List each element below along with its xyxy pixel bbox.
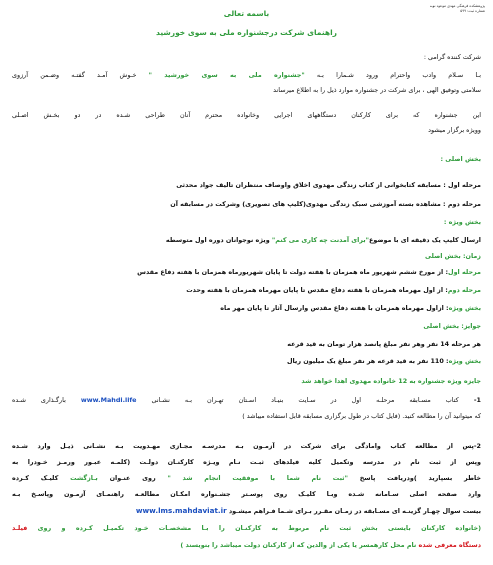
- special-section-heading: بخش ویژه :: [443, 218, 481, 226]
- stage-label: مرحله اول: [448, 268, 481, 276]
- family-note: نام محل کارهمسر یا یکی از والدین که از کارکنان دولت میباشد را بنویسند ): [180, 541, 419, 549]
- step-number: 1-: [458, 396, 481, 404]
- stage-text: : از اول مهرماه همزمان با هفته دفاع مقدس تا پایان مهرماه همزمان با هفته وحدت: [186, 286, 448, 294]
- mahdi-life-link[interactable]: www.Mahdi.life: [80, 396, 137, 404]
- stage-text: : مسابقه کتابخوانی از کتاب زندگی مهدوی اخلاق واوصاف منتظران تالیف جواد محدثی: [176, 181, 449, 189]
- step-2-line-7: [12, 541, 481, 550]
- stage-label: مرحله اول: [448, 181, 481, 189]
- intro-paragraph-2: این جشنواره که برای کارکنان دستگاههای اجرایی وخانواده محترم آنان طراحی شـده در دو بخـش اصـلی: [12, 111, 481, 119]
- clip-topic-highlight: "برای آمدنت چه کاری می کنم": [271, 236, 369, 244]
- step-1-line-1: [12, 396, 481, 405]
- bismillah-heading: باسمه تعالی: [223, 9, 270, 18]
- lms-mahdaviat-link[interactable]: www.lms.mahdaviat.ir: [135, 506, 227, 515]
- main-stage-2: [12, 200, 481, 209]
- schedule-stage-1: [12, 268, 481, 277]
- intro-paragraph-1-line2: سلامتی وتوفیق الهی ، برای شرکت در جشنواره موارد ذیل را به اطلاع میرساند: [273, 86, 481, 94]
- prizes-note: جایزه ویژه جشنواره به 12 خانواده مهدوی اهدا خواهد شد: [301, 377, 481, 385]
- step-text: خاطر بسپارید )ودریافت پاسخ: [347, 474, 481, 482]
- step-2-line-3: [12, 474, 481, 483]
- document-title: راهنمای شرکت درجشنواره ملی به سوی خورشید: [156, 28, 337, 37]
- salutation: شرکت کننده گرامی :: [423, 53, 481, 61]
- festival-name-highlight: "جشنواره ملی به سوی خورشید ": [148, 71, 305, 79]
- main-section-heading: بخش اصلی :: [440, 155, 481, 163]
- prizes-special: [12, 357, 481, 366]
- step-text: روی عنـوان: [97, 474, 168, 482]
- intro-text: خـوش آمـد گفتـه وضـمن آرزوی: [12, 71, 149, 79]
- stage-text: : 110 نفر به قید قرعه هر نفر مبلغ یک میلیون ریال: [286, 357, 449, 365]
- stage-label: مرحله دوم: [447, 200, 481, 208]
- special-text: ارسال کلیپ یک دقیقه ای با موضوع: [369, 236, 481, 244]
- org-name: پژوهشکده فرهنگی مهدی موعود نوبه: [429, 4, 485, 8]
- stage-label: مرحله دوم: [447, 286, 481, 294]
- success-message-highlight: "ثبت نام شما با موفقیت انجام شد ": [167, 474, 348, 482]
- return-link-label: بـازگشت: [70, 474, 98, 482]
- special-section-text: [12, 236, 481, 245]
- step-text: بیست سوال چهـار گزینـه ای مسـابقه در زمـان مقـرر بـرای شـما فـراهم میشـود: [226, 507, 481, 515]
- step-text: کلیـک کـرده: [12, 474, 71, 482]
- intro-paragraph-1: [12, 71, 481, 80]
- step-2-line-1: 2-پس از مطالعه کتاب وامادگی برای شرکت در آزمـون بـه مدرسـه مجـازی مهـدویت بـه نشـانی ذیـل وارد شـده: [12, 442, 481, 450]
- step-text: بارگـذاری شـده: [12, 396, 81, 404]
- stage-label: بخش ویژه: [448, 357, 481, 365]
- schedule-special: [12, 304, 481, 313]
- step-1-line-2: که میتوانید آن را مطالعه کنید. (فایل کتاب در طول برگزاری مسابقه قابل استفاده میباشد ): [242, 412, 481, 420]
- step-2-line-2: وپس از ثبت نام در مدرسه وتکمیل کلیه فیلدهای ثبـت نـام ویـژه کارکنـان دولـت (کلمـه عبـور ورمـز خـودرا به: [12, 458, 481, 466]
- prizes-main: هر مرحله 14 نفر وهر نفر مبلغ پانصد هزار تومان به قید قرعه: [287, 340, 481, 348]
- intro-text: بـا سـلام وادب واحترام ورود شـمارا بـه: [304, 71, 481, 79]
- stage-text: : ازاول مهرماه همزمان با هفته دفاع مقدس وارسال آثار تا پایان مهر ماه: [220, 304, 449, 312]
- step-text: کتاب مسـابقه مرحلـه اول در سـایت بنیـاد اسـتان تهـران بـه نشـانی: [136, 396, 459, 404]
- prizes-heading: جوایز: بخش اصلی: [423, 322, 481, 330]
- main-stage-1: [12, 181, 481, 190]
- stage-text: : از مورخ ششم شهریور ماه همزمان با هفته دولت تا پایان شهریورماه همزمان با هفته دفاع مقدس: [137, 268, 449, 276]
- org-registration: شماره ثبت: ۵۹۹: [460, 9, 485, 13]
- schedule-stage-2: [12, 286, 481, 295]
- step-2-line-6: [12, 524, 481, 533]
- step-2-line-5: [12, 506, 481, 516]
- family-note: (خانواده کارکنان بایستی بخش ثبت نام مربوط به کارکنـان را بـا مشخصـات خـود تکمیـل کـرده و روی: [27, 524, 481, 532]
- intro-paragraph-2-line2: وویژه برگزار میشود: [428, 126, 481, 134]
- stage-text: : مشاهده بسته آموزشی سبک زندگی مهدوی(کلیپ های تصویری) وشرکت در مسابقه آن: [170, 200, 448, 208]
- special-text: ویژه نوجوانان دوره اول متوسطه: [165, 236, 272, 244]
- field-label-highlight: فیلـد: [12, 524, 28, 532]
- field-label-highlight: دستگاه معرفی شده: [418, 541, 481, 549]
- schedule-heading: زمان: بخش اصلی: [425, 252, 481, 260]
- step-2-line-4: وارد صفحه اصلی سـامانه شـده وبـا کلیـک روی پوسـتر جشـنواره امکـان مطالعـه راهنمـای آزمـون وپاسـخ بـه: [12, 490, 481, 498]
- stage-label: بخش ویژه: [448, 304, 481, 312]
